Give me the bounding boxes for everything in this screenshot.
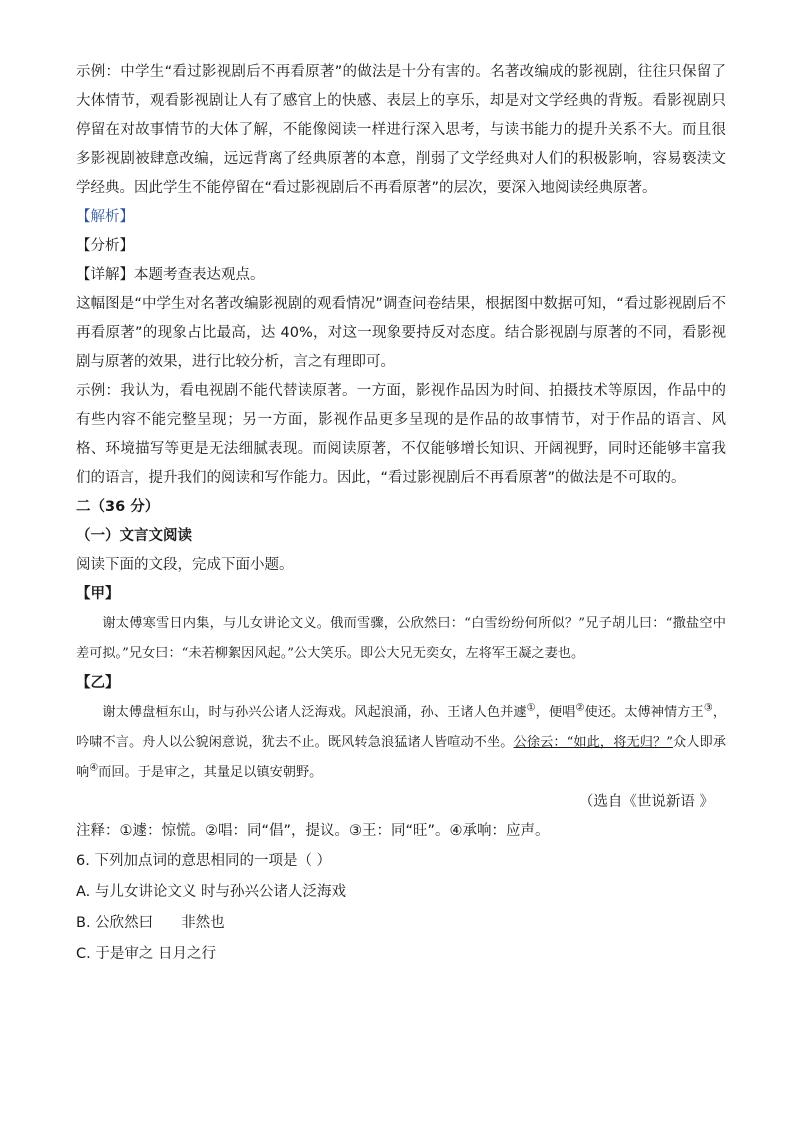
question-6: 6. 下列加点词的意思相同的一项是（ ）: [76, 853, 332, 869]
yi-text-part: 众人即承响: [76, 735, 727, 780]
footnotes: 注释：①遽：惊慌。②唱：同“倡”，提议。③王：同“旺”。④承响：应声。: [76, 823, 550, 839]
option-b: [76, 908, 726, 939]
passage-yi-text: [76, 698, 726, 788]
option-b-label: B.: [76, 915, 91, 931]
classical-reading-heading: （一）文言文阅读: [76, 528, 192, 544]
footnote-marker: ③: [703, 702, 713, 714]
document-page: [76, 58, 726, 970]
footnote-marker: ②: [575, 702, 585, 714]
passage-yi-label: 【乙】: [76, 675, 120, 691]
section-two-heading: 二（36 分）: [76, 499, 160, 515]
option-c-text: 于是审之 日月之行: [95, 946, 216, 962]
xiangjie-line: 【详解】本题考查表达观点。: [76, 267, 265, 283]
yi-text-part: ，吟啸不言。舟人以公貌闲意说，犹去不止。既风转急浪猛诸人皆喧动不坐。: [76, 705, 727, 750]
yi-text-part: 使还。太傅神情方王: [584, 705, 704, 720]
yi-text-part: ，便唱: [535, 705, 576, 720]
option-c-label: C.: [76, 946, 91, 962]
analysis-paragraph: 这幅图是“中学生对名著改编影视剧的观看情况”调查问卷结果，根据图中数据可知，“看过影视剧后不再看原著”的现象占比最高，达 40%，对这一现象要持反对态度。结合影视剧与原著的不同，看影视剧与原著的效果，进行比较分析，言之有理即可。: [76, 296, 726, 370]
jiexi-heading: 【解析】: [76, 209, 134, 225]
option-c: [76, 939, 726, 970]
fenxi-heading: 【分析】: [76, 238, 134, 254]
reading-instruction: 阅读下面的文段，完成下面小题。: [76, 557, 294, 573]
underlined-sentence: 公徐云：“如此，将无归？”: [513, 735, 673, 750]
passage-jia-label: 【甲】: [76, 586, 120, 602]
sample-answer-2: 示例：我认为，看电视剧不能代替读原著。一方面，影视作品因为时间、拍摄技术等原因，作品中的有些内容不能完整呈现；另一方面，影视作品更多呈现的是作品的故事情节，对于作品的语言、风格、环境描写等更是无法细腻表现。而阅读原著，不仅能够增长知识、开阔视野，同时还能够丰富我们的语言，提升我们的阅读和写作能力。因此，“看过影视剧后不再看原著”的做法是不可取的。: [76, 383, 726, 486]
source-citation: （选自《世说新语 》: [578, 794, 714, 810]
footnote-marker: ④: [89, 762, 99, 774]
yi-text-part: 而回。于是审之，其量足以镇安朝野。: [98, 765, 323, 780]
passage-jia-text: 谢太傅寒雪日内集，与儿女讲论文义。俄而雪骤，公欣然曰：“白雪纷纷何所似？”兄子胡儿曰：“撒盐空中差可拟。”兄女曰：“未若柳絮因风起。”公大笑乐。即公大兄无奕女，左将军王凝之妻也。: [76, 616, 726, 661]
yi-text-part: 谢太傅盘桓东山，时与孙兴公诸人泛海戏。风起浪涌，孙、王诸人色并遽: [102, 705, 527, 720]
option-a: [76, 877, 726, 908]
option-a-text: 与儿女讲论文义 时与孙兴公诸人泛海戏: [94, 884, 346, 900]
footnote-marker: ①: [526, 702, 536, 714]
option-a-label: A.: [76, 884, 91, 900]
option-b-text-2: 非然也: [181, 915, 225, 931]
option-b-text-1: 公欣然曰: [95, 915, 154, 931]
sample-answer-1: 示例：中学生“看过影视剧后不再看原著”的做法是十分有害的。名著改编成的影视剧，往往只保留了大体情节，观看影视剧让人有了感官上的快感、表层上的享乐，却是对文学经典的背叛。看影视剧只停留在对故事情节的大体了解，不能像阅读一样进行深入思考，与读书能力的提升关系不大。而且很多影视剧被肆意改编，远远背离了经典原著的本意，削弱了文学经典对人们的积极影响，容易亵渎文学经典。因此学生不能停留在“看过影视剧后不再看原著”的层次，要深入地阅读经典原著。: [76, 64, 726, 196]
